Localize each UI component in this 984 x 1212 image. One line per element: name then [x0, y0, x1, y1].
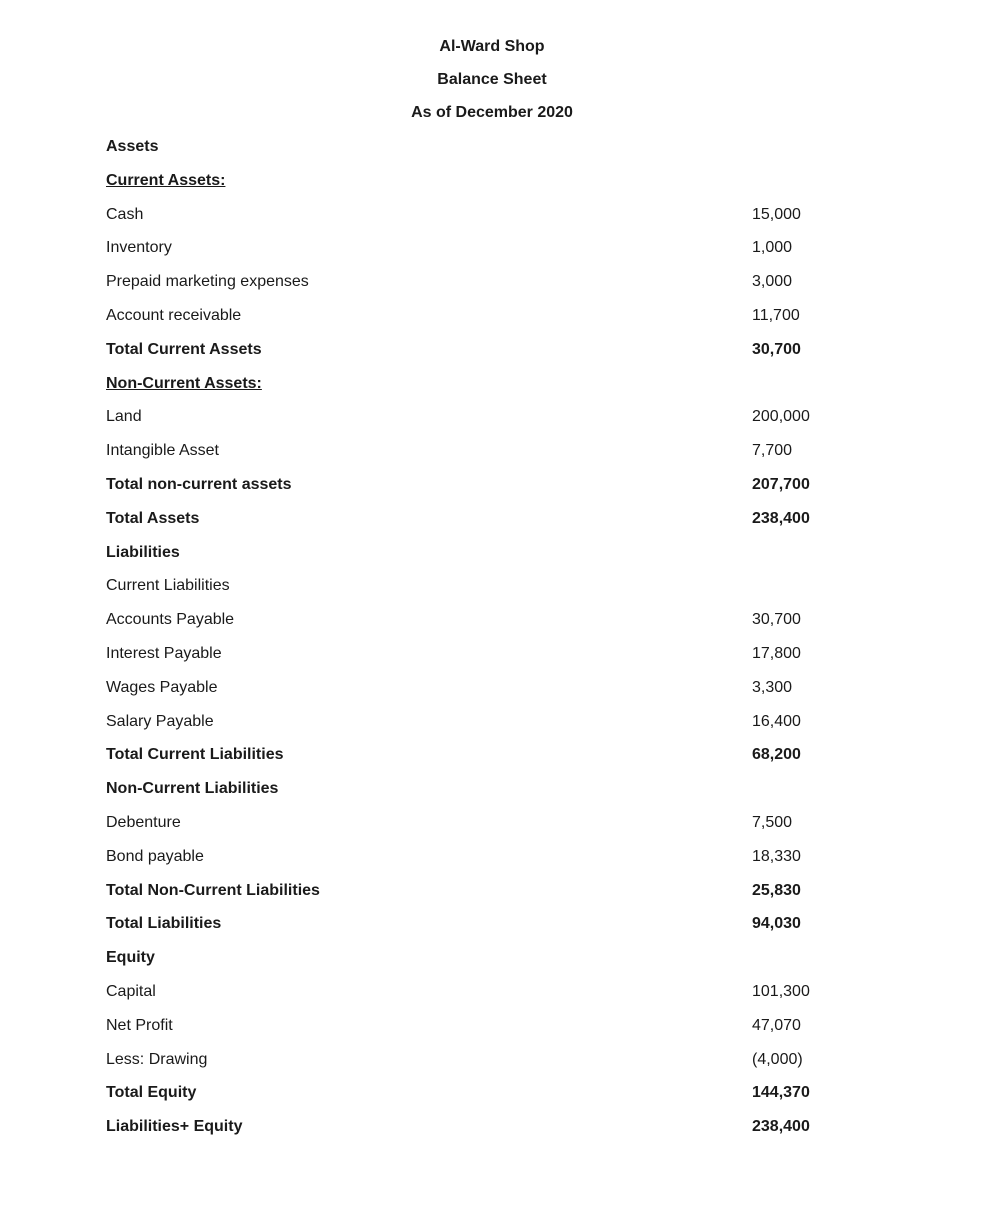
row-amount: 200,000 — [752, 408, 810, 426]
row-amount: 7,700 — [752, 442, 793, 460]
balance-sheet-row — [106, 1110, 866, 1144]
balance-sheet-row — [106, 130, 866, 164]
balance-sheet-row — [106, 907, 866, 941]
balance-sheet-row — [106, 603, 866, 637]
row-label: Liabilities — [106, 543, 180, 561]
row-label: Prepaid marketing expenses — [106, 273, 309, 291]
row-amount: 3,000 — [752, 273, 793, 291]
row-amount: 94,030 — [752, 915, 801, 933]
balance-sheet-row — [106, 806, 866, 840]
balance-sheet-row — [106, 164, 866, 198]
balance-sheet-row — [106, 400, 866, 434]
row-label: Non-Current Assets: — [106, 374, 262, 392]
row-label: Intangible Asset — [106, 442, 219, 460]
row-amount: 1,000 — [752, 239, 793, 257]
balance-sheet-row — [106, 1076, 866, 1110]
balance-sheet-row — [106, 265, 866, 299]
balance-sheet-row — [106, 333, 866, 367]
balance-sheet-row — [106, 772, 866, 806]
balance-sheet-row — [106, 231, 866, 265]
row-amount: 30,700 — [752, 611, 801, 629]
row-amount: 15,000 — [752, 205, 801, 223]
row-label: Land — [106, 408, 142, 426]
statement-title: Balance Sheet — [437, 71, 547, 88]
row-label: Liabilities+ Equity — [106, 1118, 243, 1136]
row-label: Debenture — [106, 813, 181, 831]
row-label: Capital — [106, 982, 156, 1000]
row-label: Total Liabilities — [106, 915, 222, 933]
row-amount: (4,000) — [752, 1050, 803, 1068]
balance-sheet-row — [106, 975, 866, 1009]
row-label: Total non-current assets — [106, 475, 292, 493]
company-name: Al-Ward Shop — [439, 38, 545, 55]
balance-sheet-row — [106, 367, 866, 401]
balance-sheet-row — [106, 569, 866, 603]
row-label: Inventory — [106, 239, 172, 257]
row-label: Accounts Payable — [106, 611, 235, 629]
balance-sheet-row — [106, 1009, 866, 1043]
row-label: Current Liabilities — [106, 577, 230, 595]
row-label: Net Profit — [106, 1016, 173, 1034]
row-amount: 68,200 — [752, 746, 801, 764]
row-label: Account receivable — [106, 306, 242, 324]
balance-sheet-row — [106, 671, 866, 705]
balance-sheet-row — [106, 840, 866, 874]
balance-sheet-row — [106, 536, 866, 570]
balance-sheet-row — [106, 434, 866, 468]
row-amount: 207,700 — [752, 475, 810, 493]
row-label: Total Equity — [106, 1084, 197, 1102]
row-amount: 3,300 — [752, 678, 793, 696]
row-label: Salary Payable — [106, 712, 214, 730]
balance-sheet-row — [106, 705, 866, 739]
row-amount: 17,800 — [752, 644, 801, 662]
balance-sheet-row — [106, 941, 866, 975]
row-amount: 238,400 — [752, 1118, 810, 1136]
row-amount: 18,330 — [752, 847, 801, 865]
row-amount: 47,070 — [752, 1016, 801, 1034]
row-amount: 11,700 — [752, 306, 800, 324]
statement-period: As of December 2020 — [411, 104, 573, 121]
balance-sheet-row — [106, 874, 866, 908]
document-header — [0, 30, 984, 129]
row-label: Cash — [106, 205, 144, 223]
balance-sheet-row — [106, 468, 866, 502]
row-label: Total Non-Current Liabilities — [106, 881, 320, 899]
row-label: Bond payable — [106, 847, 204, 865]
balance-sheet-row — [106, 502, 866, 536]
row-label: Wages Payable — [106, 678, 218, 696]
row-label: Total Current Assets — [106, 340, 262, 358]
row-label: Total Assets — [106, 509, 200, 527]
row-amount: 144,370 — [752, 1084, 810, 1102]
row-label: Non-Current Liabilities — [106, 780, 279, 798]
balance-sheet-row — [106, 637, 866, 671]
row-amount: 101,300 — [752, 982, 810, 1000]
balance-sheet-row — [106, 1043, 866, 1077]
balance-sheet-row — [106, 299, 866, 333]
balance-sheet-row — [106, 198, 866, 232]
row-amount: 25,830 — [752, 881, 801, 899]
row-label: Equity — [106, 949, 155, 967]
row-amount: 238,400 — [752, 509, 810, 527]
row-label: Interest Payable — [106, 644, 222, 662]
row-label: Assets — [106, 138, 159, 155]
row-label: Less: Drawing — [106, 1050, 208, 1068]
row-amount: 7,500 — [752, 813, 793, 831]
row-label: Current Assets: — [106, 171, 226, 189]
row-amount: 16,400 — [752, 712, 801, 730]
balance-sheet-row — [106, 738, 866, 772]
balance-sheet-table — [106, 130, 866, 1144]
row-label: Total Current Liabilities — [106, 746, 284, 764]
row-amount: 30,700 — [752, 340, 801, 358]
